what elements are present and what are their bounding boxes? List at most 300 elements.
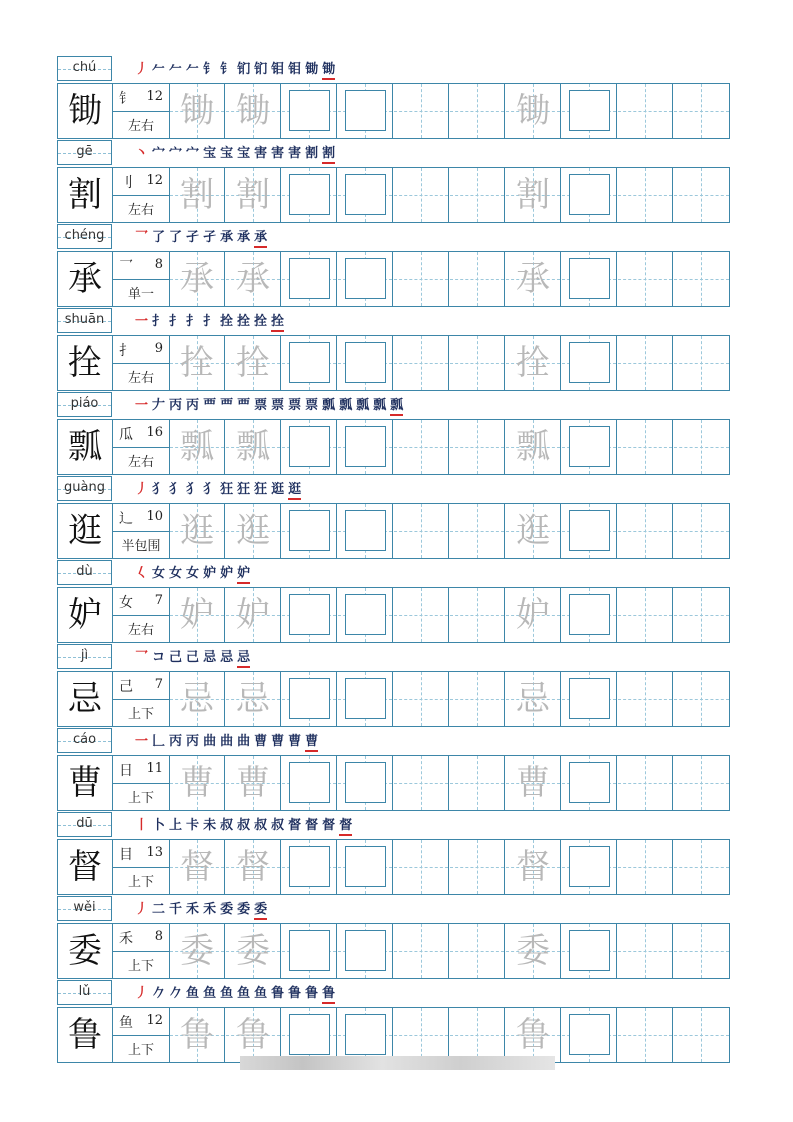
stroke-step: 锄 (322, 60, 335, 80)
practice-cell[interactable] (562, 420, 617, 474)
stroke-step: 鱼 (254, 986, 268, 1001)
practice-cell[interactable] (394, 672, 449, 726)
character-entry (57, 980, 730, 1064)
practice-cell[interactable] (618, 420, 673, 474)
pinyin-text: dū (76, 816, 93, 831)
practice-cell[interactable] (562, 840, 617, 894)
practice-cell[interactable] (394, 84, 449, 138)
stroke-count: 13 (146, 845, 163, 860)
stroke-step: 忌 (203, 650, 217, 665)
stroke-step: 拴 (271, 312, 284, 332)
character-entry (57, 224, 730, 308)
practice-cell[interactable] (618, 672, 673, 726)
inner-practice-box[interactable] (345, 510, 386, 551)
stroke-order (135, 984, 335, 1004)
character-entry (57, 56, 730, 140)
practice-cell[interactable] (674, 840, 729, 894)
practice-cell[interactable] (506, 1008, 561, 1062)
trace-character: 逛 (180, 511, 214, 551)
practice-cell[interactable] (562, 924, 617, 978)
trace-character: 瓢 (236, 427, 270, 467)
practice-cell[interactable] (170, 336, 225, 390)
stroke-step: 禾 (203, 902, 217, 917)
pinyin-text: cáo (72, 732, 97, 747)
stroke-step: 千 (169, 902, 183, 917)
practice-cell[interactable] (450, 588, 505, 642)
practice-cell[interactable] (394, 840, 449, 894)
inner-practice-box[interactable] (345, 594, 386, 635)
practice-cell[interactable] (506, 84, 561, 138)
cell-guide-horizontal (394, 279, 448, 280)
cell-guide-horizontal (618, 951, 672, 952)
stroke-order (135, 312, 284, 332)
structure-label: 上下 (127, 875, 154, 890)
pinyin-row (57, 392, 730, 418)
trace-character: 承 (236, 259, 270, 299)
stroke-step: 督 (288, 818, 302, 833)
inner-practice-box[interactable] (569, 1014, 610, 1055)
practice-cell[interactable] (170, 84, 225, 138)
practice-cell[interactable] (562, 252, 617, 306)
practice-cell[interactable] (338, 588, 393, 642)
practice-cell[interactable] (562, 336, 617, 390)
practice-cell[interactable] (506, 336, 561, 390)
practice-cell[interactable] (506, 924, 561, 978)
stroke-step: 扌 (203, 314, 217, 329)
stroke-step: 鲁 (271, 986, 285, 1001)
practice-cell[interactable] (170, 924, 225, 978)
practice-cell[interactable] (338, 840, 393, 894)
practice-cell[interactable] (450, 84, 505, 138)
character-info-cell (113, 252, 170, 306)
practice-cell[interactable] (618, 756, 673, 810)
main-character: 委 (68, 931, 102, 971)
stroke-step: 钼 (288, 62, 302, 77)
inner-practice-box[interactable] (345, 426, 386, 467)
character-info-cell (113, 168, 170, 222)
stroke-step: 瓢 (322, 398, 336, 413)
cell-guide-horizontal (618, 111, 672, 112)
character-entry (57, 896, 730, 980)
stroke-step: 瓢 (356, 398, 370, 413)
inner-practice-box[interactable] (345, 1014, 386, 1055)
inner-practice-box[interactable] (289, 90, 330, 131)
practice-cell[interactable] (226, 756, 281, 810)
trace-character: 锄 (236, 91, 270, 131)
practice-cell[interactable] (450, 924, 505, 978)
practice-cell[interactable] (282, 504, 337, 558)
trace-character: 拴 (516, 343, 550, 383)
stroke-step: 害 (288, 146, 302, 161)
practice-cell[interactable] (226, 504, 281, 558)
stroke-step: 宝 (237, 146, 251, 161)
practice-cell[interactable] (450, 672, 505, 726)
practice-cell[interactable] (674, 168, 729, 222)
pinyin-box (57, 476, 112, 501)
practice-cell[interactable] (562, 756, 617, 810)
main-character: 曹 (68, 763, 102, 803)
inner-practice-box[interactable] (289, 174, 330, 215)
cell-guide-horizontal (450, 1035, 504, 1036)
trace-character: 妒 (516, 595, 550, 635)
cell-guide-horizontal (450, 531, 504, 532)
practice-cell[interactable] (506, 588, 561, 642)
practice-cell[interactable] (506, 168, 561, 222)
structure-label: 半包围 (121, 539, 161, 554)
practice-cell[interactable] (170, 420, 225, 474)
stroke-step: 丙 (169, 734, 183, 749)
inner-practice-box[interactable] (289, 510, 330, 551)
practice-cell[interactable] (338, 672, 393, 726)
cell-guide-horizontal (674, 867, 729, 868)
radical: 钅 (119, 91, 133, 107)
practice-cell[interactable] (506, 840, 561, 894)
stroke-step: 忌 (220, 650, 234, 665)
structure-label: 左右 (127, 119, 154, 134)
inner-practice-box[interactable] (345, 174, 386, 215)
main-character-cell (58, 840, 113, 894)
footer-watermark-bar (240, 1056, 555, 1070)
inner-practice-box[interactable] (289, 342, 330, 383)
trace-character: 督 (516, 847, 550, 887)
practice-cell[interactable] (282, 168, 337, 222)
stroke-step: 一 (135, 398, 149, 413)
stroke-step: 孑 (186, 230, 200, 245)
practice-cell[interactable] (450, 336, 505, 390)
practice-cell[interactable] (226, 420, 281, 474)
stroke-step: 了 (169, 230, 183, 245)
stroke-step: 扌 (152, 314, 166, 329)
structure-label: 上下 (127, 959, 154, 974)
practice-cell[interactable] (282, 588, 337, 642)
cell-guide-horizontal (394, 447, 448, 448)
practice-cell[interactable] (226, 1008, 281, 1062)
radical-count-box (113, 924, 169, 952)
character-entry (57, 560, 730, 644)
stroke-order (135, 144, 335, 164)
cell-guide-horizontal (394, 783, 448, 784)
main-character: 拴 (68, 343, 102, 383)
stroke-step: 狂 (254, 482, 268, 497)
practice-cell[interactable] (394, 924, 449, 978)
stroke-step: 妒 (203, 566, 217, 581)
pinyin-text: shuān (64, 312, 105, 327)
stroke-step: 丶 (135, 146, 149, 161)
main-character: 割 (68, 175, 102, 215)
stroke-step: 鱼 (203, 986, 217, 1001)
stroke-step: 宀 (152, 146, 166, 161)
pinyin-text: chéng (64, 228, 105, 243)
radical-count-box (113, 1008, 169, 1036)
practice-cell[interactable] (506, 252, 561, 306)
cell-guide-horizontal (674, 447, 729, 448)
writing-grid-row (57, 335, 730, 391)
practice-cell[interactable] (506, 672, 561, 726)
inner-practice-box[interactable] (289, 846, 330, 887)
inner-practice-box[interactable] (289, 678, 330, 719)
inner-practice-box[interactable] (289, 930, 330, 971)
stroke-count: 7 (154, 593, 163, 608)
stroke-step: 卜 (152, 818, 166, 833)
practice-cell[interactable] (450, 504, 505, 558)
stroke-step: 宝 (220, 146, 234, 161)
radical-count-box (113, 420, 169, 448)
inner-practice-box[interactable] (569, 174, 610, 215)
practice-cell[interactable] (506, 756, 561, 810)
inner-practice-box[interactable] (345, 90, 386, 131)
practice-cell[interactable] (674, 1008, 729, 1062)
practice-cell[interactable] (674, 420, 729, 474)
practice-cell[interactable] (450, 420, 505, 474)
pinyin-box (57, 392, 112, 417)
cell-guide-horizontal (450, 447, 504, 448)
main-character-cell (58, 672, 113, 726)
trace-character: 委 (236, 931, 270, 971)
inner-practice-box[interactable] (345, 762, 386, 803)
main-character-cell (58, 168, 113, 222)
stroke-step: 钔 (254, 62, 268, 77)
stroke-order (135, 732, 318, 752)
practice-cell[interactable] (338, 84, 393, 138)
radical: 辶 (119, 511, 133, 527)
practice-cell[interactable] (394, 756, 449, 810)
stroke-step: 票 (305, 398, 319, 413)
inner-practice-box[interactable] (569, 90, 610, 131)
inner-practice-box[interactable] (345, 678, 386, 719)
stroke-step: 丿 (135, 482, 149, 497)
stroke-count: 16 (146, 425, 163, 440)
practice-cell[interactable] (562, 672, 617, 726)
practice-cell[interactable] (282, 84, 337, 138)
stroke-step: 锄 (305, 62, 319, 77)
stroke-step: 丿 (135, 62, 149, 77)
stroke-step: 宝 (203, 146, 217, 161)
inner-practice-box[interactable] (569, 678, 610, 719)
cell-guide-horizontal (450, 195, 504, 196)
practice-cell[interactable] (282, 420, 337, 474)
practice-cell[interactable] (394, 336, 449, 390)
practice-cell[interactable] (618, 168, 673, 222)
practice-cell[interactable] (338, 924, 393, 978)
practice-cell[interactable] (170, 588, 225, 642)
practice-cell[interactable] (170, 756, 225, 810)
pinyin-box (57, 644, 112, 669)
radical: 乛 (119, 259, 133, 275)
inner-practice-box[interactable] (569, 258, 610, 299)
practice-cell[interactable] (226, 168, 281, 222)
stroke-step: 逛 (271, 482, 285, 497)
inner-practice-box[interactable] (289, 594, 330, 635)
practice-cell[interactable] (170, 672, 225, 726)
inner-practice-box[interactable] (289, 258, 330, 299)
main-character-cell (58, 420, 113, 474)
stroke-step: 票 (271, 398, 285, 413)
practice-cell[interactable] (282, 924, 337, 978)
stroke-step: 曹 (254, 734, 268, 749)
inner-practice-box[interactable] (569, 594, 610, 635)
inner-practice-box[interactable] (345, 342, 386, 383)
trace-character: 委 (180, 931, 214, 971)
inner-practice-box[interactable] (569, 426, 610, 467)
practice-cell[interactable] (338, 504, 393, 558)
writing-grid-row (57, 755, 730, 811)
cell-guide-horizontal (394, 531, 448, 532)
trace-character: 忌 (236, 679, 270, 719)
pinyin-box (57, 560, 112, 585)
main-character-cell (58, 1008, 113, 1062)
stroke-step: コ (152, 650, 166, 665)
practice-cell[interactable] (394, 1008, 449, 1062)
practice-cell[interactable] (226, 588, 281, 642)
practice-cell[interactable] (618, 252, 673, 306)
practice-cell[interactable] (394, 420, 449, 474)
practice-cell[interactable] (338, 420, 393, 474)
practice-cell[interactable] (338, 756, 393, 810)
practice-cell[interactable] (282, 336, 337, 390)
practice-cell[interactable] (562, 168, 617, 222)
stroke-step: 丿 (135, 902, 149, 917)
practice-cell[interactable] (394, 588, 449, 642)
trace-character: 拴 (180, 343, 214, 383)
practice-cell[interactable] (450, 840, 505, 894)
character-info-cell (113, 504, 170, 558)
practice-cell[interactable] (226, 672, 281, 726)
trace-character: 逛 (516, 511, 550, 551)
practice-cell[interactable] (674, 336, 729, 390)
stroke-step: 害 (271, 146, 285, 161)
practice-cell[interactable] (450, 168, 505, 222)
inner-practice-box[interactable] (569, 342, 610, 383)
stroke-count: 12 (146, 1013, 163, 1028)
writing-grid-row (57, 1007, 730, 1063)
practice-cell[interactable] (170, 168, 225, 222)
practice-cell[interactable] (562, 504, 617, 558)
practice-cell[interactable] (674, 84, 729, 138)
practice-cell[interactable] (282, 672, 337, 726)
stroke-count: 8 (154, 257, 163, 272)
practice-cell[interactable] (618, 504, 673, 558)
stroke-step: 鱼 (186, 986, 200, 1001)
practice-cell[interactable] (674, 756, 729, 810)
character-info-cell (113, 336, 170, 390)
practice-cell[interactable] (674, 924, 729, 978)
stroke-step: 害 (254, 146, 268, 161)
practice-cell[interactable] (226, 840, 281, 894)
practice-cell[interactable] (338, 252, 393, 306)
character-entry (57, 812, 730, 896)
practice-cell[interactable] (338, 336, 393, 390)
stroke-step: 曲 (220, 734, 234, 749)
practice-cell[interactable] (562, 1008, 617, 1062)
stroke-step: 了 (152, 230, 166, 245)
practice-cell[interactable] (170, 1008, 225, 1062)
cell-guide-horizontal (394, 363, 448, 364)
trace-character: 妒 (180, 595, 214, 635)
practice-cell[interactable] (226, 252, 281, 306)
stroke-step: 叔 (271, 818, 285, 833)
stroke-step: 狂 (220, 482, 234, 497)
inner-practice-box[interactable] (569, 762, 610, 803)
practice-cell[interactable] (450, 1008, 505, 1062)
practice-cell[interactable] (394, 252, 449, 306)
structure-label: 单一 (127, 287, 154, 302)
stroke-step: 卡 (186, 818, 200, 833)
practice-cell[interactable] (394, 504, 449, 558)
inner-practice-box[interactable] (289, 1014, 330, 1055)
practice-cell[interactable] (674, 252, 729, 306)
practice-cell[interactable] (170, 840, 225, 894)
inner-practice-box[interactable] (289, 426, 330, 467)
inner-practice-box[interactable] (569, 510, 610, 551)
practice-cell[interactable] (170, 252, 225, 306)
practice-cell[interactable] (282, 840, 337, 894)
stroke-order (135, 60, 335, 80)
practice-cell[interactable] (170, 504, 225, 558)
stroke-step: 丙 (169, 398, 183, 413)
practice-cell[interactable] (450, 252, 505, 306)
character-entry (57, 476, 730, 560)
practice-cell[interactable] (562, 84, 617, 138)
practice-cell[interactable] (618, 84, 673, 138)
inner-practice-box[interactable] (289, 762, 330, 803)
stroke-step: 承 (220, 230, 234, 245)
practice-cell[interactable] (674, 588, 729, 642)
practice-cell[interactable] (282, 756, 337, 810)
practice-cell[interactable] (338, 168, 393, 222)
practice-cell[interactable] (618, 1008, 673, 1062)
practice-cell[interactable] (618, 924, 673, 978)
inner-practice-box[interactable] (569, 930, 610, 971)
practice-cell[interactable] (562, 588, 617, 642)
trace-character: 忌 (516, 679, 550, 719)
radical: 扌 (119, 343, 133, 359)
practice-cell[interactable] (338, 1008, 393, 1062)
inner-practice-box[interactable] (569, 846, 610, 887)
practice-cell[interactable] (394, 168, 449, 222)
practice-cell[interactable] (450, 756, 505, 810)
practice-cell[interactable] (226, 336, 281, 390)
practice-cell[interactable] (506, 504, 561, 558)
pinyin-text: jì (80, 648, 89, 663)
practice-cell[interactable] (674, 672, 729, 726)
practice-cell[interactable] (618, 588, 673, 642)
practice-cell[interactable] (618, 840, 673, 894)
practice-cell[interactable] (282, 1008, 337, 1062)
stroke-step: 丿 (135, 986, 149, 1001)
stroke-step: 丙 (186, 398, 200, 413)
stroke-step: 犭 (152, 482, 166, 497)
practice-cell[interactable] (674, 504, 729, 558)
cell-guide-horizontal (674, 1035, 729, 1036)
cell-guide-horizontal (618, 615, 672, 616)
radical: 日 (119, 763, 133, 779)
cell-guide-horizontal (674, 279, 729, 280)
stroke-step: 曲 (237, 734, 251, 749)
inner-practice-box[interactable] (345, 258, 386, 299)
inner-practice-box[interactable] (345, 930, 386, 971)
trace-character: 瓢 (180, 427, 214, 467)
practice-cell[interactable] (618, 336, 673, 390)
practice-cell[interactable] (282, 252, 337, 306)
cell-guide-horizontal (450, 699, 504, 700)
inner-practice-box[interactable] (345, 846, 386, 887)
practice-cell[interactable] (226, 84, 281, 138)
practice-cell[interactable] (506, 420, 561, 474)
practice-cell[interactable] (226, 924, 281, 978)
main-character: 忌 (68, 679, 102, 719)
cell-guide-horizontal (618, 447, 672, 448)
trace-character: 委 (516, 931, 550, 971)
